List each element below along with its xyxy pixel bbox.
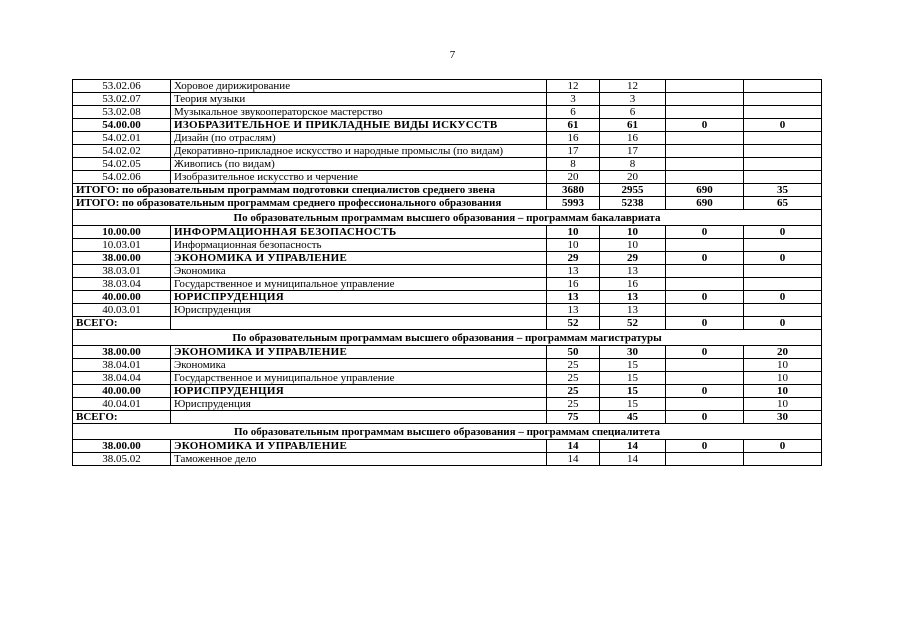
count-total: 25 (547, 372, 600, 385)
table-row (73, 80, 822, 93)
count-col-4: 10 (744, 359, 822, 372)
count-total: 13 (547, 304, 600, 317)
total-col-2: 2955 (600, 184, 666, 197)
table-row (73, 226, 822, 239)
count-col-4 (744, 145, 822, 158)
specialty-code: 53.02.06 (73, 80, 171, 93)
count-col-2: 30 (600, 346, 666, 359)
table-row (73, 359, 822, 372)
total-col-4: 0 (744, 317, 822, 330)
total-label: ИТОГО: по образовательным программам подготовки специалистов среднего звена (73, 184, 547, 197)
table-row (73, 106, 822, 119)
table-row (73, 171, 822, 184)
count-total: 16 (547, 132, 600, 145)
statistics-table (72, 79, 822, 466)
table-row (73, 119, 822, 132)
table-row (73, 239, 822, 252)
specialty-code: 38.03.04 (73, 278, 171, 291)
table-row (73, 265, 822, 278)
specialty-code: 54.02.01 (73, 132, 171, 145)
count-col-4 (744, 453, 822, 466)
section-heading: По образовательным программам высшего образования – программам специалитета (73, 424, 822, 440)
specialty-code: 54.02.06 (73, 171, 171, 184)
empty-cell (171, 317, 547, 330)
total-col-3: 690 (666, 197, 744, 210)
specialty-name: ЭКОНОМИКА И УПРАВЛЕНИЕ (171, 252, 547, 265)
count-col-2: 10 (600, 226, 666, 239)
total-col-4: 65 (744, 197, 822, 210)
count-col-2: 6 (600, 106, 666, 119)
count-col-2: 61 (600, 119, 666, 132)
total-col-1: 5993 (547, 197, 600, 210)
count-col-3 (666, 265, 744, 278)
count-col-4 (744, 278, 822, 291)
count-total: 25 (547, 359, 600, 372)
count-total: 61 (547, 119, 600, 132)
count-total: 13 (547, 291, 600, 304)
table-row (73, 385, 822, 398)
count-col-3: 0 (666, 385, 744, 398)
count-col-4: 0 (744, 226, 822, 239)
table-row (73, 372, 822, 385)
count-col-3 (666, 239, 744, 252)
total-col-1: 52 (547, 317, 600, 330)
count-total: 25 (547, 385, 600, 398)
count-total: 12 (547, 80, 600, 93)
count-col-3: 0 (666, 119, 744, 132)
count-col-4: 0 (744, 252, 822, 265)
count-col-2: 16 (600, 132, 666, 145)
count-col-2: 8 (600, 158, 666, 171)
count-col-2: 15 (600, 359, 666, 372)
total-col-1: 3680 (547, 184, 600, 197)
count-col-2: 15 (600, 385, 666, 398)
count-col-4 (744, 93, 822, 106)
count-col-2: 17 (600, 145, 666, 158)
specialty-code: 38.00.00 (73, 252, 171, 265)
total-col-2: 52 (600, 317, 666, 330)
specialty-code: 38.00.00 (73, 346, 171, 359)
total-col-3: 0 (666, 411, 744, 424)
count-col-3 (666, 304, 744, 317)
count-col-4: 0 (744, 291, 822, 304)
table-row (73, 158, 822, 171)
table-row (73, 346, 822, 359)
table-row (73, 291, 822, 304)
specialty-code: 53.02.08 (73, 106, 171, 119)
specialty-name: Декоративно-прикладное искусство и народные промыслы (по видам) (171, 145, 547, 158)
specialty-name: ЮРИСПРУДЕНЦИЯ (171, 291, 547, 304)
count-col-4: 10 (744, 398, 822, 411)
total-col-1: 75 (547, 411, 600, 424)
specialty-name: ИЗОБРАЗИТЕЛЬНОЕ И ПРИКЛАДНЫЕ ВИДЫ ИСКУССТВ (171, 119, 547, 132)
specialty-code: 54.02.02 (73, 145, 171, 158)
count-col-4: 0 (744, 440, 822, 453)
table-row (73, 132, 822, 145)
count-col-2: 3 (600, 93, 666, 106)
specialty-name: Экономика (171, 265, 547, 278)
count-col-4 (744, 132, 822, 145)
specialty-name: Юриспруденция (171, 398, 547, 411)
count-col-2: 15 (600, 372, 666, 385)
specialty-name: Государственное и муниципальное управление (171, 372, 547, 385)
count-col-4 (744, 265, 822, 278)
table-row (73, 398, 822, 411)
specialty-code: 38.05.02 (73, 453, 171, 466)
specialty-code: 10.03.01 (73, 239, 171, 252)
count-col-4: 20 (744, 346, 822, 359)
count-col-4: 0 (744, 119, 822, 132)
count-col-3 (666, 453, 744, 466)
count-col-2: 13 (600, 304, 666, 317)
total-label: ИТОГО: по образовательным программам среднего профессионального образования (73, 197, 547, 210)
specialty-name: Изобразительное искусство и черчение (171, 171, 547, 184)
total-col-3: 690 (666, 184, 744, 197)
count-col-4: 10 (744, 372, 822, 385)
count-col-2: 15 (600, 398, 666, 411)
count-col-3: 0 (666, 252, 744, 265)
specialty-name: Государственное и муниципальное управление (171, 278, 547, 291)
table-row (73, 93, 822, 106)
section-heading-row (73, 330, 822, 346)
specialty-code: 38.04.04 (73, 372, 171, 385)
specialty-code: 40.00.00 (73, 385, 171, 398)
count-total: 20 (547, 171, 600, 184)
specialty-code: 40.03.01 (73, 304, 171, 317)
count-col-4 (744, 158, 822, 171)
total-label: ВСЕГО: (73, 411, 171, 424)
count-col-3 (666, 359, 744, 372)
specialty-code: 53.02.07 (73, 93, 171, 106)
count-total: 29 (547, 252, 600, 265)
specialty-name: Экономика (171, 359, 547, 372)
specialty-name: ЭКОНОМИКА И УПРАВЛЕНИЕ (171, 440, 547, 453)
specialty-name: Информационная безопасность (171, 239, 547, 252)
count-col-2: 14 (600, 453, 666, 466)
count-col-3: 0 (666, 346, 744, 359)
count-total: 16 (547, 278, 600, 291)
count-col-2: 20 (600, 171, 666, 184)
specialty-name: Таможенное дело (171, 453, 547, 466)
specialty-code: 10.00.00 (73, 226, 171, 239)
specialty-name: ИНФОРМАЦИОННАЯ БЕЗОПАСНОСТЬ (171, 226, 547, 239)
table-row (73, 440, 822, 453)
count-total: 10 (547, 226, 600, 239)
specialty-name: ЮРИСПРУДЕНЦИЯ (171, 385, 547, 398)
total-row-master (73, 411, 822, 424)
count-col-2: 12 (600, 80, 666, 93)
total-row-mid-level (73, 184, 822, 197)
count-total: 8 (547, 158, 600, 171)
count-col-4 (744, 239, 822, 252)
section-heading-row (73, 210, 822, 226)
total-label: ВСЕГО: (73, 317, 171, 330)
specialty-code: 40.00.00 (73, 291, 171, 304)
count-col-3 (666, 80, 744, 93)
table-row (73, 304, 822, 317)
count-total: 17 (547, 145, 600, 158)
total-col-2: 45 (600, 411, 666, 424)
count-col-4: 10 (744, 385, 822, 398)
count-col-3 (666, 145, 744, 158)
count-col-2: 13 (600, 265, 666, 278)
total-col-2: 5238 (600, 197, 666, 210)
count-total: 50 (547, 346, 600, 359)
count-col-3 (666, 372, 744, 385)
count-col-3 (666, 93, 744, 106)
count-col-2: 14 (600, 440, 666, 453)
table-row (73, 453, 822, 466)
specialty-code: 38.04.01 (73, 359, 171, 372)
specialty-name: Живопись (по видам) (171, 158, 547, 171)
total-col-4: 30 (744, 411, 822, 424)
total-row-bachelor (73, 317, 822, 330)
count-col-3 (666, 158, 744, 171)
section-heading: По образовательным программам высшего образования – программам магистратуры (73, 330, 822, 346)
count-total: 3 (547, 93, 600, 106)
count-col-3 (666, 398, 744, 411)
specialty-name: Дизайн (по отраслям) (171, 132, 547, 145)
count-col-3: 0 (666, 226, 744, 239)
page-number: 7 (449, 49, 456, 61)
count-col-4 (744, 80, 822, 93)
specialty-code: 38.03.01 (73, 265, 171, 278)
count-total: 14 (547, 453, 600, 466)
count-col-4 (744, 304, 822, 317)
count-col-2: 29 (600, 252, 666, 265)
specialty-code: 54.00.00 (73, 119, 171, 132)
specialty-code: 40.04.01 (73, 398, 171, 411)
specialty-name: ЭКОНОМИКА И УПРАВЛЕНИЕ (171, 346, 547, 359)
empty-cell (171, 411, 547, 424)
count-col-4 (744, 106, 822, 119)
table-row (73, 278, 822, 291)
specialty-code: 54.02.05 (73, 158, 171, 171)
specialty-name: Юриспруденция (171, 304, 547, 317)
table-row (73, 145, 822, 158)
count-total: 10 (547, 239, 600, 252)
count-total: 13 (547, 265, 600, 278)
statistics-table-body (73, 80, 822, 466)
total-col-4: 35 (744, 184, 822, 197)
count-col-3: 0 (666, 440, 744, 453)
count-total: 14 (547, 440, 600, 453)
count-col-3 (666, 278, 744, 291)
section-heading: По образовательным программам высшего образования – программам бакалавриата (73, 210, 822, 226)
count-col-3: 0 (666, 291, 744, 304)
count-total: 25 (547, 398, 600, 411)
total-col-3: 0 (666, 317, 744, 330)
count-col-3 (666, 171, 744, 184)
count-col-3 (666, 106, 744, 119)
specialty-name: Музыкальное звукооператорское мастерство (171, 106, 547, 119)
section-heading-row (73, 424, 822, 440)
total-row-spo (73, 197, 822, 210)
count-col-2: 10 (600, 239, 666, 252)
specialty-name: Теория музыки (171, 93, 547, 106)
specialty-name: Хоровое дирижирование (171, 80, 547, 93)
count-col-4 (744, 171, 822, 184)
count-col-2: 16 (600, 278, 666, 291)
count-col-3 (666, 132, 744, 145)
table-row (73, 252, 822, 265)
count-total: 6 (547, 106, 600, 119)
count-col-2: 13 (600, 291, 666, 304)
specialty-code: 38.00.00 (73, 440, 171, 453)
